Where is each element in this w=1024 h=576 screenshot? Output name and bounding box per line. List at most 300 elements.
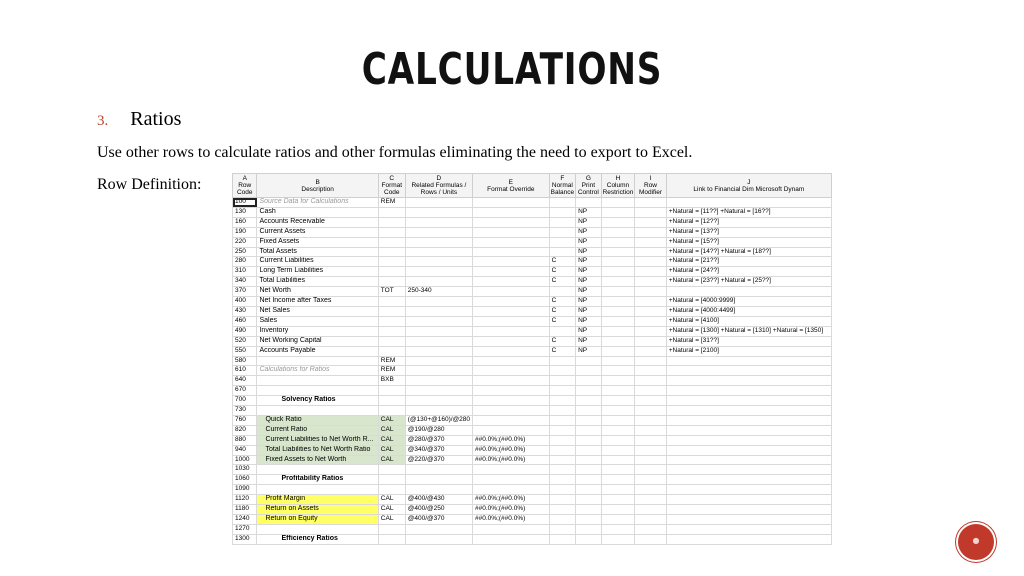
print-control-cell[interactable] (576, 198, 602, 208)
print-control-cell[interactable]: NP (576, 257, 602, 267)
format-override-cell[interactable] (473, 287, 550, 297)
format-override-cell[interactable] (473, 356, 550, 366)
normal-balance-cell[interactable] (549, 465, 575, 475)
format-code-cell[interactable] (378, 336, 405, 346)
normal-balance-cell[interactable] (549, 425, 575, 435)
table-row[interactable] (233, 287, 832, 297)
financial-dimension-link-cell[interactable]: +Natural = [13??] (666, 227, 831, 237)
print-control-cell[interactable]: NP (576, 227, 602, 237)
related-formula-cell[interactable] (405, 277, 472, 287)
format-override-cell[interactable] (473, 485, 550, 495)
format-override-cell[interactable] (473, 376, 550, 386)
format-code-cell[interactable]: BXB (378, 376, 405, 386)
table-row[interactable] (233, 415, 832, 425)
description-cell[interactable]: Quick Ratio (257, 415, 378, 425)
format-override-cell[interactable]: ##0.0%;(##0.0%) (473, 435, 550, 445)
financial-dimension-link-cell[interactable] (666, 406, 831, 416)
related-formula-cell[interactable] (405, 237, 472, 247)
print-control-cell[interactable] (576, 465, 602, 475)
related-formula-cell[interactable] (405, 257, 472, 267)
row-code-cell[interactable]: 1240 (233, 515, 257, 525)
row-modifier-cell[interactable] (635, 534, 666, 544)
row-code-cell[interactable]: 310 (233, 267, 257, 277)
financial-dimension-link-cell[interactable] (666, 485, 831, 495)
column-restriction-cell[interactable] (601, 277, 635, 287)
column-restriction-cell[interactable] (601, 435, 635, 445)
table-row[interactable] (233, 267, 832, 277)
column-restriction-cell[interactable] (601, 406, 635, 416)
normal-balance-cell[interactable] (549, 207, 575, 217)
row-modifier-cell[interactable] (635, 287, 666, 297)
format-code-cell[interactable] (378, 386, 405, 396)
normal-balance-cell[interactable] (549, 227, 575, 237)
row-modifier-cell[interactable] (635, 435, 666, 445)
format-code-cell[interactable] (378, 227, 405, 237)
row-code-cell[interactable]: 460 (233, 316, 257, 326)
normal-balance-cell[interactable]: C (549, 336, 575, 346)
format-override-cell[interactable] (473, 198, 550, 208)
table-row[interactable] (233, 495, 832, 505)
normal-balance-cell[interactable] (549, 495, 575, 505)
description-cell[interactable]: Efficiency Ratios (257, 534, 378, 544)
related-formula-cell[interactable]: (@130+@160)/@280 (405, 415, 472, 425)
format-override-cell[interactable]: ##0.0%;(##0.0%) (473, 495, 550, 505)
column-restriction-cell[interactable] (601, 386, 635, 396)
print-control-cell[interactable]: NP (576, 287, 602, 297)
format-code-cell[interactable]: CAL (378, 455, 405, 465)
description-cell[interactable]: Current Assets (257, 227, 378, 237)
print-control-cell[interactable]: NP (576, 237, 602, 247)
description-cell[interactable]: Fixed Assets to Net Worth (257, 455, 378, 465)
row-modifier-cell[interactable] (635, 336, 666, 346)
row-code-cell[interactable]: 340 (233, 277, 257, 287)
related-formula-cell[interactable] (405, 465, 472, 475)
normal-balance-cell[interactable]: C (549, 346, 575, 356)
row-code-cell[interactable]: 100 (233, 198, 257, 208)
format-code-cell[interactable]: CAL (378, 415, 405, 425)
column-restriction-cell[interactable] (601, 524, 635, 534)
row-modifier-cell[interactable] (635, 445, 666, 455)
print-control-cell[interactable] (576, 524, 602, 534)
related-formula-cell[interactable] (405, 297, 472, 307)
description-cell[interactable]: Net Sales (257, 306, 378, 316)
table-row[interactable] (233, 306, 832, 316)
description-cell[interactable]: Net Income after Taxes (257, 297, 378, 307)
row-modifier-cell[interactable] (635, 455, 666, 465)
description-cell[interactable]: Current Liabilities (257, 257, 378, 267)
format-code-cell[interactable]: REM (378, 198, 405, 208)
print-control-cell[interactable] (576, 415, 602, 425)
table-row[interactable] (233, 425, 832, 435)
description-cell[interactable]: Solvency Ratios (257, 396, 378, 406)
column-restriction-cell[interactable] (601, 505, 635, 515)
print-control-cell[interactable] (576, 455, 602, 465)
description-cell[interactable]: Sales (257, 316, 378, 326)
format-override-cell[interactable] (473, 297, 550, 307)
financial-dimension-link-cell[interactable]: +Natural = [12??] (666, 217, 831, 227)
format-override-cell[interactable] (473, 475, 550, 485)
description-cell[interactable]: Total Liabilities (257, 277, 378, 287)
related-formula-cell[interactable] (405, 534, 472, 544)
description-cell[interactable] (257, 485, 378, 495)
related-formula-cell[interactable] (405, 386, 472, 396)
related-formula-cell[interactable] (405, 406, 472, 416)
print-control-cell[interactable]: NP (576, 346, 602, 356)
row-modifier-cell[interactable] (635, 415, 666, 425)
row-code-cell[interactable]: 550 (233, 346, 257, 356)
format-code-cell[interactable] (378, 406, 405, 416)
description-cell[interactable]: Total Liabilities to Net Worth Ratio (257, 445, 378, 455)
column-restriction-cell[interactable] (601, 207, 635, 217)
column-restriction-cell[interactable] (601, 326, 635, 336)
normal-balance-cell[interactable] (549, 366, 575, 376)
row-code-cell[interactable]: 1120 (233, 495, 257, 505)
description-cell[interactable]: Long Term Liabilities (257, 267, 378, 277)
normal-balance-cell[interactable] (549, 435, 575, 445)
financial-dimension-link-cell[interactable] (666, 356, 831, 366)
column-header-b[interactable] (257, 174, 378, 198)
column-restriction-cell[interactable] (601, 198, 635, 208)
print-control-cell[interactable] (576, 425, 602, 435)
table-row[interactable] (233, 247, 832, 257)
column-restriction-cell[interactable] (601, 287, 635, 297)
row-code-cell[interactable]: 220 (233, 237, 257, 247)
row-code-cell[interactable]: 1090 (233, 485, 257, 495)
column-restriction-cell[interactable] (601, 257, 635, 267)
financial-dimension-link-cell[interactable]: +Natural = [31??] (666, 336, 831, 346)
description-cell[interactable] (257, 524, 378, 534)
row-modifier-cell[interactable] (635, 267, 666, 277)
format-override-cell[interactable] (473, 524, 550, 534)
related-formula-cell[interactable] (405, 396, 472, 406)
row-modifier-cell[interactable] (635, 346, 666, 356)
print-control-cell[interactable] (576, 356, 602, 366)
table-row[interactable] (233, 465, 832, 475)
format-override-cell[interactable] (473, 316, 550, 326)
table-row[interactable] (233, 326, 832, 336)
column-header-a[interactable] (233, 174, 257, 198)
format-code-cell[interactable] (378, 267, 405, 277)
row-code-cell[interactable]: 520 (233, 336, 257, 346)
format-code-cell[interactable] (378, 316, 405, 326)
table-row[interactable] (233, 376, 832, 386)
financial-dimension-link-cell[interactable]: +Natural = [23??] +Natural = [25??] (666, 277, 831, 287)
column-header-d[interactable] (405, 174, 472, 198)
table-row[interactable] (233, 356, 832, 366)
format-code-cell[interactable]: TOT (378, 287, 405, 297)
related-formula-cell[interactable] (405, 366, 472, 376)
row-modifier-cell[interactable] (635, 505, 666, 515)
financial-dimension-link-cell[interactable] (666, 445, 831, 455)
table-row[interactable] (233, 207, 832, 217)
financial-dimension-link-cell[interactable]: +Natural = [1300] +Natural = [1310] +Natural = [1350] (666, 326, 831, 336)
row-modifier-cell[interactable] (635, 406, 666, 416)
financial-dimension-link-cell[interactable]: +Natural = [24??] (666, 267, 831, 277)
format-override-cell[interactable] (473, 247, 550, 257)
format-code-cell[interactable]: CAL (378, 445, 405, 455)
row-modifier-cell[interactable] (635, 227, 666, 237)
format-code-cell[interactable] (378, 346, 405, 356)
table-row[interactable] (233, 534, 832, 544)
table-row[interactable] (233, 435, 832, 445)
related-formula-cell[interactable] (405, 247, 472, 257)
column-restriction-cell[interactable] (601, 455, 635, 465)
normal-balance-cell[interactable]: C (549, 306, 575, 316)
normal-balance-cell[interactable]: C (549, 316, 575, 326)
normal-balance-cell[interactable]: C (549, 277, 575, 287)
related-formula-cell[interactable] (405, 524, 472, 534)
related-formula-cell[interactable] (405, 475, 472, 485)
row-code-cell[interactable]: 670 (233, 386, 257, 396)
format-override-cell[interactable] (473, 237, 550, 247)
column-restriction-cell[interactable] (601, 485, 635, 495)
financial-dimension-link-cell[interactable] (666, 455, 831, 465)
column-restriction-cell[interactable] (601, 217, 635, 227)
column-restriction-cell[interactable] (601, 425, 635, 435)
format-code-cell[interactable]: REM (378, 366, 405, 376)
format-override-cell[interactable] (473, 267, 550, 277)
table-row[interactable] (233, 386, 832, 396)
print-control-cell[interactable] (576, 435, 602, 445)
format-code-cell[interactable] (378, 306, 405, 316)
description-cell[interactable]: Accounts Receivable (257, 217, 378, 227)
column-header-h[interactable] (601, 174, 635, 198)
normal-balance-cell[interactable] (549, 198, 575, 208)
print-control-cell[interactable]: NP (576, 297, 602, 307)
description-cell[interactable]: Accounts Payable (257, 346, 378, 356)
row-code-cell[interactable]: 700 (233, 396, 257, 406)
description-cell[interactable] (257, 376, 378, 386)
format-override-cell[interactable] (473, 326, 550, 336)
table-row[interactable] (233, 316, 832, 326)
row-modifier-cell[interactable] (635, 198, 666, 208)
print-control-cell[interactable]: NP (576, 277, 602, 287)
format-code-cell[interactable] (378, 475, 405, 485)
print-control-cell[interactable] (576, 445, 602, 455)
description-cell[interactable] (257, 465, 378, 475)
financial-dimension-link-cell[interactable]: +Natural = [21??] (666, 257, 831, 267)
description-cell[interactable] (257, 406, 378, 416)
row-modifier-cell[interactable] (635, 425, 666, 435)
column-restriction-cell[interactable] (601, 534, 635, 544)
table-row[interactable] (233, 366, 832, 376)
related-formula-cell[interactable] (405, 198, 472, 208)
print-control-cell[interactable] (576, 406, 602, 416)
row-modifier-cell[interactable] (635, 366, 666, 376)
description-cell[interactable] (257, 386, 378, 396)
row-modifier-cell[interactable] (635, 356, 666, 366)
column-restriction-cell[interactable] (601, 316, 635, 326)
row-modifier-cell[interactable] (635, 247, 666, 257)
column-restriction-cell[interactable] (601, 396, 635, 406)
column-restriction-cell[interactable] (601, 465, 635, 475)
row-modifier-cell[interactable] (635, 257, 666, 267)
column-restriction-cell[interactable] (601, 306, 635, 316)
financial-dimension-link-cell[interactable] (666, 376, 831, 386)
print-control-cell[interactable]: NP (576, 247, 602, 257)
row-code-cell[interactable]: 1300 (233, 534, 257, 544)
normal-balance-cell[interactable] (549, 237, 575, 247)
column-header-c[interactable] (378, 174, 405, 198)
normal-balance-cell[interactable]: C (549, 267, 575, 277)
description-cell[interactable]: Calculations for Ratios (257, 366, 378, 376)
format-override-cell[interactable] (473, 415, 550, 425)
column-restriction-cell[interactable] (601, 237, 635, 247)
print-control-cell[interactable] (576, 534, 602, 544)
table-row[interactable] (233, 277, 832, 287)
normal-balance-cell[interactable] (549, 415, 575, 425)
row-code-cell[interactable]: 640 (233, 376, 257, 386)
format-code-cell[interactable]: REM (378, 356, 405, 366)
format-code-cell[interactable] (378, 277, 405, 287)
format-override-cell[interactable] (473, 257, 550, 267)
normal-balance-cell[interactable] (549, 376, 575, 386)
related-formula-cell[interactable]: @400/@430 (405, 495, 472, 505)
print-control-cell[interactable] (576, 366, 602, 376)
format-override-cell[interactable] (473, 207, 550, 217)
row-code-cell[interactable]: 490 (233, 326, 257, 336)
format-code-cell[interactable] (378, 257, 405, 267)
row-modifier-cell[interactable] (635, 396, 666, 406)
row-code-cell[interactable]: 400 (233, 297, 257, 307)
column-restriction-cell[interactable] (601, 267, 635, 277)
row-modifier-cell[interactable] (635, 326, 666, 336)
financial-dimension-link-cell[interactable] (666, 386, 831, 396)
related-formula-cell[interactable]: @340/@370 (405, 445, 472, 455)
financial-dimension-link-cell[interactable] (666, 396, 831, 406)
format-code-cell[interactable] (378, 534, 405, 544)
normal-balance-cell[interactable] (549, 287, 575, 297)
related-formula-cell[interactable] (405, 356, 472, 366)
format-override-cell[interactable]: ##0.0%;(##0.0%) (473, 455, 550, 465)
table-row[interactable] (233, 198, 832, 208)
normal-balance-cell[interactable] (549, 217, 575, 227)
description-cell[interactable]: Net Working Capital (257, 336, 378, 346)
normal-balance-cell[interactable] (549, 524, 575, 534)
print-control-cell[interactable] (576, 396, 602, 406)
row-code-cell[interactable]: 940 (233, 445, 257, 455)
row-code-cell[interactable]: 880 (233, 435, 257, 445)
financial-dimension-link-cell[interactable]: +Natural = [2100] (666, 346, 831, 356)
column-restriction-cell[interactable] (601, 376, 635, 386)
financial-dimension-link-cell[interactable] (666, 475, 831, 485)
print-control-cell[interactable] (576, 505, 602, 515)
financial-dimension-link-cell[interactable]: +Natural = [4100] (666, 316, 831, 326)
column-header-g[interactable] (576, 174, 602, 198)
column-restriction-cell[interactable] (601, 356, 635, 366)
normal-balance-cell[interactable] (549, 455, 575, 465)
format-override-cell[interactable] (473, 346, 550, 356)
print-control-cell[interactable] (576, 376, 602, 386)
format-code-cell[interactable] (378, 207, 405, 217)
column-restriction-cell[interactable] (601, 247, 635, 257)
format-code-cell[interactable] (378, 524, 405, 534)
row-modifier-cell[interactable] (635, 524, 666, 534)
column-restriction-cell[interactable] (601, 297, 635, 307)
table-row[interactable] (233, 237, 832, 247)
table-row[interactable] (233, 297, 832, 307)
related-formula-cell[interactable] (405, 485, 472, 495)
row-modifier-cell[interactable] (635, 297, 666, 307)
row-modifier-cell[interactable] (635, 465, 666, 475)
format-code-cell[interactable]: CAL (378, 495, 405, 505)
column-restriction-cell[interactable] (601, 445, 635, 455)
table-row[interactable] (233, 396, 832, 406)
format-override-cell[interactable] (473, 396, 550, 406)
row-code-cell[interactable]: 430 (233, 306, 257, 316)
print-control-cell[interactable]: NP (576, 306, 602, 316)
print-control-cell[interactable]: NP (576, 326, 602, 336)
row-modifier-cell[interactable] (635, 217, 666, 227)
normal-balance-cell[interactable] (549, 396, 575, 406)
format-code-cell[interactable]: CAL (378, 515, 405, 525)
column-restriction-cell[interactable] (601, 346, 635, 356)
format-override-cell[interactable] (473, 465, 550, 475)
table-row[interactable] (233, 505, 832, 515)
row-code-cell[interactable]: 160 (233, 217, 257, 227)
description-cell[interactable]: Return on Equity (257, 515, 378, 525)
column-restriction-cell[interactable] (601, 495, 635, 505)
normal-balance-cell[interactable] (549, 505, 575, 515)
financial-dimension-link-cell[interactable] (666, 425, 831, 435)
description-cell[interactable]: Net Worth (257, 287, 378, 297)
table-row[interactable] (233, 455, 832, 465)
row-code-cell[interactable]: 1270 (233, 524, 257, 534)
normal-balance-cell[interactable] (549, 534, 575, 544)
normal-balance-cell[interactable]: C (549, 297, 575, 307)
format-override-cell[interactable] (473, 336, 550, 346)
financial-dimension-link-cell[interactable] (666, 366, 831, 376)
format-code-cell[interactable] (378, 217, 405, 227)
related-formula-cell[interactable]: @220/@370 (405, 455, 472, 465)
format-override-cell[interactable]: ##0.0%;(##0.0%) (473, 445, 550, 455)
column-restriction-cell[interactable] (601, 366, 635, 376)
related-formula-cell[interactable] (405, 326, 472, 336)
table-row[interactable] (233, 485, 832, 495)
financial-dimension-link-cell[interactable] (666, 534, 831, 544)
row-modifier-cell[interactable] (635, 515, 666, 525)
financial-dimension-link-cell[interactable] (666, 198, 831, 208)
financial-dimension-link-cell[interactable] (666, 495, 831, 505)
print-control-cell[interactable]: NP (576, 316, 602, 326)
normal-balance-cell[interactable] (549, 247, 575, 257)
column-header-e[interactable] (473, 174, 550, 198)
row-code-cell[interactable]: 130 (233, 207, 257, 217)
row-code-cell[interactable]: 580 (233, 356, 257, 366)
normal-balance-cell[interactable] (549, 326, 575, 336)
column-restriction-cell[interactable] (601, 415, 635, 425)
column-restriction-cell[interactable] (601, 336, 635, 346)
column-restriction-cell[interactable] (601, 475, 635, 485)
column-header-j[interactable] (666, 174, 831, 198)
normal-balance-cell[interactable] (549, 406, 575, 416)
format-code-cell[interactable]: CAL (378, 505, 405, 515)
print-control-cell[interactable] (576, 475, 602, 485)
table-row[interactable] (233, 346, 832, 356)
row-code-cell[interactable]: 250 (233, 247, 257, 257)
description-cell[interactable]: Current Liabilities to Net Worth R... (257, 435, 378, 445)
row-code-cell[interactable]: 760 (233, 415, 257, 425)
financial-dimension-link-cell[interactable] (666, 515, 831, 525)
related-formula-cell[interactable]: @280/@370 (405, 435, 472, 445)
row-modifier-cell[interactable] (635, 376, 666, 386)
format-override-cell[interactable] (473, 386, 550, 396)
row-code-cell[interactable]: 190 (233, 227, 257, 237)
financial-dimension-link-cell[interactable] (666, 524, 831, 534)
financial-dimension-link-cell[interactable]: +Natural = [4000:9999] (666, 297, 831, 307)
related-formula-cell[interactable] (405, 376, 472, 386)
related-formula-cell[interactable]: @190/@280 (405, 425, 472, 435)
